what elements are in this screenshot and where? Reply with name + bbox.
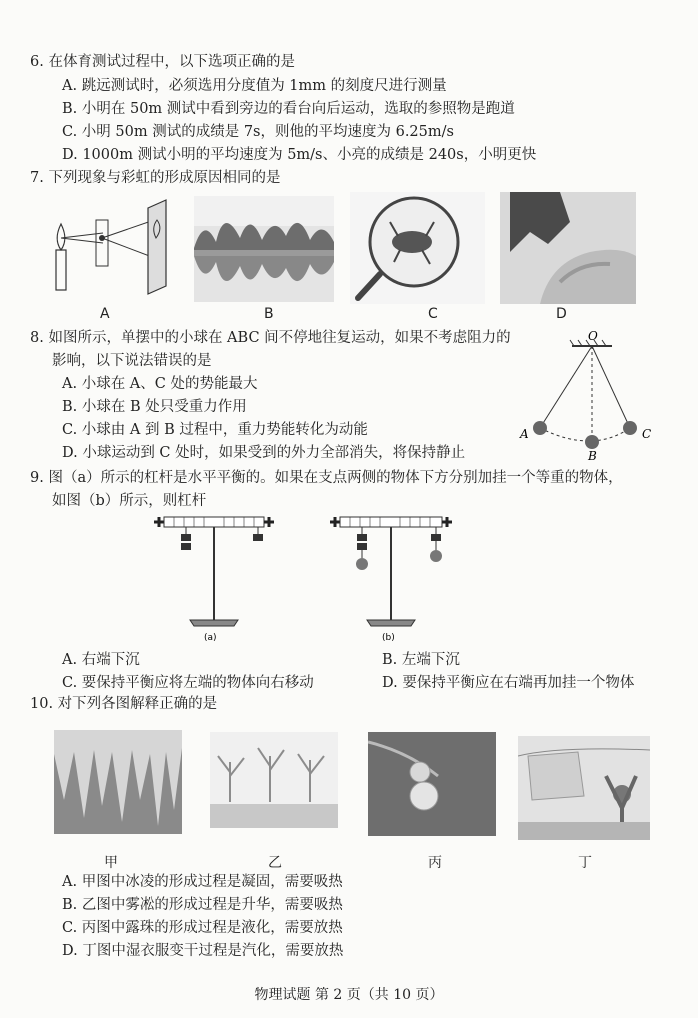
q8-point-b-label: B: [588, 449, 597, 460]
q6-option-d: D. 1000m 测试小明的平均速度为 5m/s、小亮的成绩是 240s，小明更快: [62, 147, 537, 163]
q8-pendulum-figure: [512, 330, 662, 460]
q9-option-c: C. 要保持平衡应将左端的物体向右移动: [62, 675, 314, 691]
q10-option-a: A. 甲图中冰凌的形成过程是凝固，需要吸热: [62, 874, 343, 890]
q9-option-d: D. 要保持平衡应在右端再加挂一个物体: [382, 675, 635, 691]
q9-figure-b-label: (b): [382, 633, 395, 643]
q9-figure-a-label: (a): [204, 633, 217, 643]
q7-figure-a-lens-diagram: [48, 198, 186, 304]
q6-option-a: A. 跳远测试时，必须选用分度值为 1mm 的刻度尺进行测量: [62, 78, 447, 94]
q9-lever-figure-b: [326, 512, 462, 644]
q7-stem: 7. 下列现象与彩虹的形成原因相同的是: [30, 170, 281, 186]
q6-stem: 6. 在体育测试过程中，以下选项正确的是: [30, 54, 295, 70]
q8-point-c-label: C: [642, 427, 652, 441]
q10-option-b: B. 乙图中雾凇的形成过程是升华，需要吸热: [62, 897, 343, 913]
q8-stem-line1: 8. 如图所示，单摆中的小球在 ABC 间不停地往复运动，如果不考虑阻力的: [30, 330, 511, 346]
q7-figure-d-shadow-play-photo: [500, 192, 636, 304]
q8-option-d: D. 小球运动到 C 处时，如果受到的外力全部消失，将保持静止: [62, 445, 466, 461]
q9-lever-figure-a: [150, 512, 280, 644]
q8-point-a-label: A: [520, 427, 529, 441]
q10-option-d: D. 丁图中湿衣服变干过程是汽化，需要放热: [62, 943, 344, 959]
q7-label-a: A: [100, 306, 110, 322]
q7-figure-b-reflection-photo: [194, 196, 334, 302]
q10-photo-bing-dewdrop: [368, 732, 496, 836]
q10-photo-jia-icicles: [54, 730, 182, 834]
q9-option-b: B. 左端下沉: [382, 652, 460, 668]
q6-option-c: C. 小明 50m 测试的成绩是 7s，则他的平均速度为 6.25m/s: [62, 124, 454, 140]
q10-photo-yi-rime: [210, 732, 338, 828]
q10-label-ding: 丁: [578, 855, 592, 871]
q7-figure-c-magnifier-photo: [350, 192, 485, 304]
q10-label-bing: 丙: [428, 855, 442, 871]
q8-point-o-label: O: [588, 330, 598, 343]
q9-option-a: A. 右端下沉: [62, 652, 140, 668]
q8-option-a: A. 小球在 A、C 处的势能最大: [62, 376, 258, 392]
q8-option-b: B. 小球在 B 处只受重力作用: [62, 399, 247, 415]
page-footer: 物理试题 第 2 页（共 10 页）: [254, 987, 444, 1003]
q10-label-yi: 乙: [268, 855, 282, 871]
q8-option-c: C. 小球由 A 到 B 过程中，重力势能转化为动能: [62, 422, 368, 438]
q10-option-c: C. 丙图中露珠的形成过程是液化，需要放热: [62, 920, 343, 936]
q8-stem-line2: 影响，以下说法错误的是: [52, 353, 212, 369]
q9-stem-line1: 9. 图（a）所示的杠杆是水平平衡的。如果在支点两侧的物体下方分别加挂一个等重的物体，: [30, 470, 623, 486]
q10-stem: 10. 对下列各图解释正确的是: [30, 696, 218, 712]
q10-label-jia: 甲: [104, 855, 118, 871]
q6-option-b: B. 小明在 50m 测试中看到旁边的看台向后运动，选取的参照物是跑道: [62, 101, 515, 117]
q7-label-c: C: [428, 306, 438, 322]
q9-stem-line2: 如图（b）所示，则杠杆: [52, 493, 207, 509]
q7-label-b: B: [264, 306, 274, 322]
q7-label-d: D: [556, 306, 567, 322]
q10-photo-ding-drying-clothes: [518, 736, 650, 840]
